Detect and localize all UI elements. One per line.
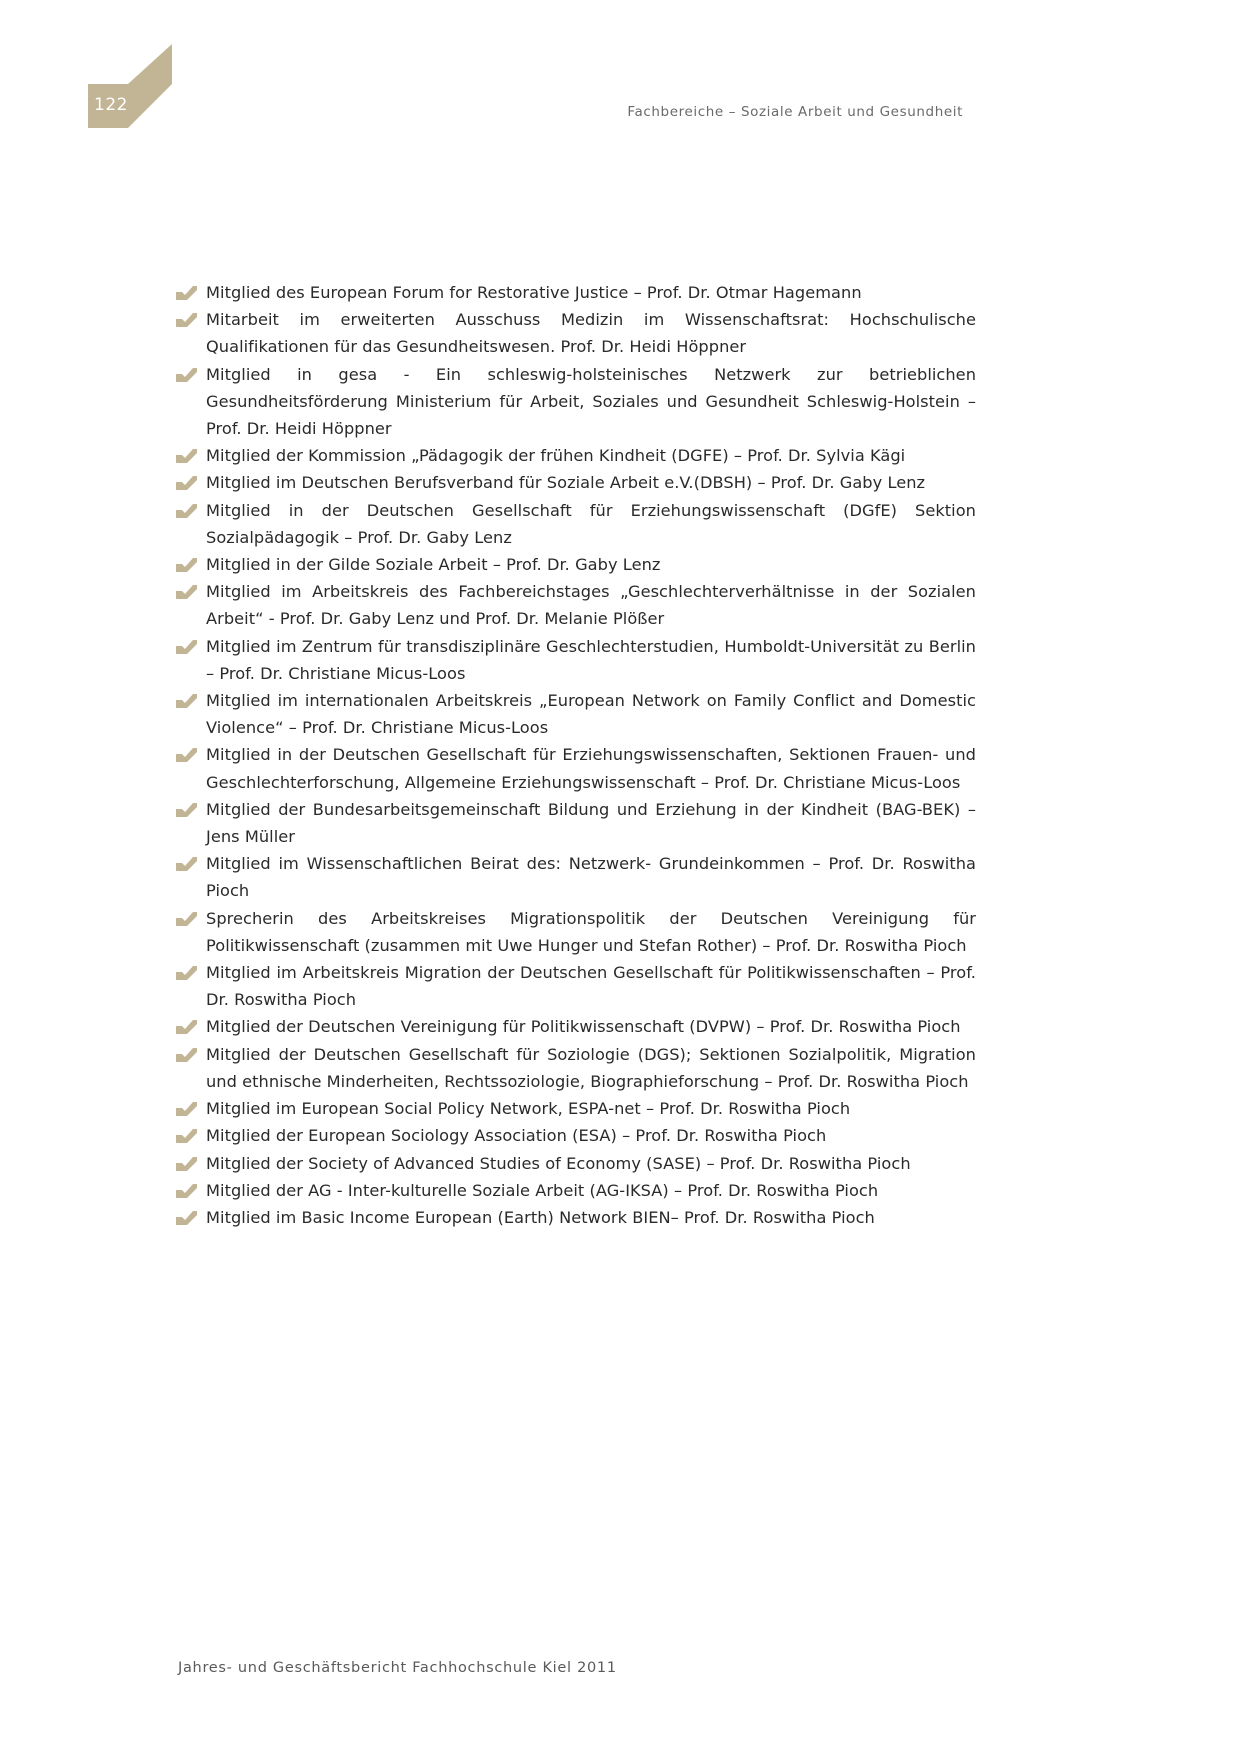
badge-shape-icon bbox=[88, 44, 172, 128]
checkmark-arrow-icon bbox=[176, 504, 197, 518]
list-item bbox=[176, 442, 976, 469]
list-item-text: Mitglied der Deutschen Vereinigung für Politikwissenschaft (DVPW) – Prof. Dr. Roswitha Pioch bbox=[206, 1017, 961, 1037]
list-item bbox=[176, 551, 976, 578]
list-item bbox=[176, 1013, 976, 1040]
list-item bbox=[176, 850, 976, 904]
list-item bbox=[176, 1095, 976, 1122]
list-item-text: Mitglied der European Sociology Association (ESA) – Prof. Dr. Roswitha Pioch bbox=[206, 1126, 827, 1146]
list-item bbox=[176, 796, 976, 850]
list-item bbox=[176, 578, 976, 632]
checkmark-arrow-icon bbox=[176, 1102, 197, 1116]
list-item bbox=[176, 687, 976, 741]
list-item-text: Mitglied im Arbeitskreis des Fachbereichstages „Geschlechterverhältnisse in der Sozialen Arbeit“ - Prof. Dr. Gaby Lenz und Prof. Dr. Melanie Plößer bbox=[206, 582, 976, 629]
checkmark-arrow-icon bbox=[176, 694, 197, 708]
list-item-text: Mitglied im Wissenschaftlichen Beirat des: Netzwerk- Grundeinkommen – Prof. Dr. Roswitha Pioch bbox=[206, 854, 976, 901]
list-item-text: Mitglied der Bundesarbeitsgemeinschaft Bildung und Erziehung in der Kindheit (BAG-BEK) – Jens Müller bbox=[206, 799, 976, 847]
checkmark-arrow-icon bbox=[176, 449, 197, 463]
membership-list bbox=[176, 279, 976, 1231]
list-item bbox=[176, 741, 976, 795]
list-item bbox=[176, 1150, 976, 1177]
list-item-text: Mitglied der Deutschen Gesellschaft für Soziologie (DGS); Sektionen Sozialpolitik, Migration und ethnische Minderheiten, Rechtssoziologie, Biographieforschung – Prof. Dr. Roswitha Pioch bbox=[206, 1044, 976, 1091]
list-item-text: Mitglied der AG - Inter-kulturelle Soziale Arbeit (AG-IKSA) – Prof. Dr. Roswitha Pioch bbox=[206, 1180, 879, 1200]
list-item-text: Mitglied im Deutschen Berufsverband für Soziale Arbeit e.V.(DBSH) – Prof. Dr. Gaby Lenz bbox=[206, 473, 926, 493]
checkmark-arrow-icon bbox=[176, 313, 197, 327]
page-number: 122 bbox=[94, 95, 128, 115]
list-item bbox=[176, 497, 976, 551]
checkmark-arrow-icon bbox=[176, 1184, 197, 1198]
checkmark-arrow-icon bbox=[176, 803, 197, 817]
list-item-text: Mitglied der Society of Advanced Studies of Economy (SASE) – Prof. Dr. Roswitha Pioch bbox=[206, 1153, 911, 1173]
checkmark-arrow-icon bbox=[176, 1211, 197, 1225]
list-item-text: Sprecherin des Arbeitskreises Migrationspolitik der Deutschen Vereinigung für Politikwissenschaft (zusammen mit Uwe Hunger und Stefan Rother) – Prof. Dr. Roswitha Pioch bbox=[206, 908, 976, 955]
list-item bbox=[176, 361, 976, 443]
checkmark-arrow-icon bbox=[176, 558, 197, 572]
checkmark-arrow-icon bbox=[176, 1048, 197, 1062]
checkmark-arrow-icon bbox=[176, 286, 197, 300]
list-item bbox=[176, 279, 976, 306]
list-item bbox=[176, 1204, 976, 1231]
list-item-text: Mitglied im Basic Income European (Earth) Network BIEN– Prof. Dr. Roswitha Pioch bbox=[206, 1207, 875, 1227]
list-item bbox=[176, 1041, 976, 1095]
list-item-text: Mitarbeit im erweiterten Ausschuss Medizin im Wissenschaftsrat: Hochschulische Qualifikationen für das Gesundheitswesen. Prof. Dr. Heidi Höppner bbox=[206, 310, 976, 357]
page-footer: Jahres- und Geschäftsbericht Fachhochschule Kiel 2011 bbox=[178, 1660, 617, 1676]
list-item-text: Mitglied in der Gilde Soziale Arbeit – Prof. Dr. Gaby Lenz bbox=[206, 555, 661, 575]
list-item-text: Mitglied in der Deutschen Gesellschaft für Erziehungswissenschaft (DGfE) Sektion Sozialpädagogik – Prof. Dr. Gaby Lenz bbox=[206, 500, 976, 547]
checkmark-arrow-icon bbox=[176, 1020, 197, 1034]
checkmark-arrow-icon bbox=[176, 748, 197, 762]
list-item-text: Mitglied im European Social Policy Network, ESPA-net – Prof. Dr. Roswitha Pioch bbox=[206, 1099, 851, 1119]
list-item bbox=[176, 1122, 976, 1149]
list-item bbox=[176, 1177, 976, 1204]
page-number-badge bbox=[88, 44, 172, 128]
checkmark-arrow-icon bbox=[176, 476, 197, 490]
checkmark-arrow-icon bbox=[176, 857, 197, 871]
list-item-text: Mitglied des European Forum for Restorative Justice – Prof. Dr. Otmar Hagemann bbox=[206, 283, 862, 302]
list-item-text: Mitglied im Arbeitskreis Migration der Deutschen Gesellschaft für Politikwissenschaften – Prof. Dr. Roswitha Pioch bbox=[206, 963, 976, 1010]
checkmark-arrow-icon bbox=[176, 1157, 197, 1171]
list-item-text: Mitglied in der Deutschen Gesellschaft für Erziehungswissenschaften, Sektionen Frauen- und Geschlechterforschung, Allgemeine Erziehungswissenschaft – Prof. Dr. Christiane Micus-Loos bbox=[206, 745, 976, 792]
list-item-text: Mitglied der Kommission „Pädagogik der frühen Kindheit (DGFE) – Prof. Dr. Sylvia Kägi bbox=[206, 446, 906, 466]
checkmark-arrow-icon bbox=[176, 912, 197, 926]
checkmark-arrow-icon bbox=[176, 640, 197, 654]
checkmark-arrow-icon bbox=[176, 966, 197, 980]
list-item bbox=[176, 306, 976, 360]
list-item bbox=[176, 469, 976, 496]
checkmark-arrow-icon bbox=[176, 368, 197, 382]
list-item-text: Mitglied in gesa - Ein schleswig-holsteinisches Netzwerk zur betrieblichen Gesundheitsförderung Ministerium für Arbeit, Soziales und Gesundheit Schleswig-Holstein – Prof. Dr. Heidi Höppner bbox=[206, 364, 976, 439]
running-header: Fachbereiche – Soziale Arbeit und Gesundheit bbox=[627, 104, 963, 120]
checkmark-arrow-icon bbox=[176, 1129, 197, 1143]
checkmark-arrow-icon bbox=[176, 585, 197, 599]
list-item bbox=[176, 905, 976, 959]
list-item-text: Mitglied im Zentrum für transdisziplinäre Geschlechterstudien, Humboldt-Universität zu Berlin – Prof. Dr. Christiane Micus-Loos bbox=[206, 636, 976, 683]
list-item bbox=[176, 633, 976, 687]
list-item bbox=[176, 959, 976, 1013]
list-item-text: Mitglied im internationalen Arbeitskreis „European Network on Family Conflict and Domestic Violence“ – Prof. Dr. Christiane Micus-Loos bbox=[206, 691, 976, 738]
